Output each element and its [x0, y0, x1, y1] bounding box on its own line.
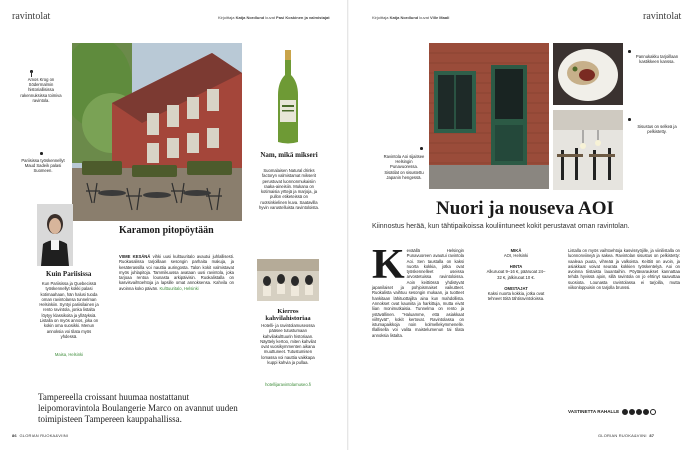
info-box [486, 248, 546, 301]
kuin-pariisissa-title: Kuin Pariisissa [46, 270, 92, 278]
info-label-hinta: HINTA [509, 264, 523, 270]
vintage-cafe-photo [257, 259, 319, 301]
article-col-3: Listalla on myös vaihtoehtoja kasvissyöjille, ja viinilistalla on luonnonviinejä ja sakea. Ravintolan sisustus on pelkistetty: vaaleaa puuta, vihreää ja valkoista. Keittiö on avoin, ja asiakkaat voivat seurata kokkien työskentelyä. Aoi on avoinna tiistaista lauantaihin. Pöytävaraukset kannattaa tehdä hyvissä ajoin, sillä ravintola on jo ehtinyt saavuttaa suosiota. Lounasta ravintolassa ei tarjoilla, mutta viikonloppuisin on tarjolla brunssi. [568, 248, 680, 291]
article-col-1-text: eväällä Helsingin Punavuoreen avautui ravintola Aoi. Sen taustalla on kaksi nuorta kokkia, jotka ovat työskennelleet useissa arvostetuissa ravintoloissa. Aoin keittiössä yhdistyvät japanilaiset ja pohjoismaiset vaikutteet. Ruokalista vaihtuu sesongin mukaan, ja tuotteet hankitaan lähituottajilta aina kun mahdollista. Annokset ovat kauniita ja harkittuja, mutta eivät liian monimutkaisia. Tunnelma on rento ja ystävällinen. "Haluamme, että asiakkaat viihtyvät", kokit kertovat. Ravintolassa on istumapaikkoja noin kolmellekymmenelle. Illallisella voi valita maistelumenun tai tilata annoksia listalta. [372, 248, 464, 338]
gutter [347, 0, 349, 450]
kuin-pariisissa-text: Kun Pariisissa ja Quebecissä työskennellyt kokki palasi kotimaahaan, hän halusi tuoda oman ravintolansa tunnelman Helsinkiin. Syntyi pariisilainen ja rento ravintola, jonka listalta löytyy klassikoita ja yllätyksiä. Listalla on myös annos, joka on kokin oma suosikki. Menun annoksia voi tilata myös yhdessä. [39, 281, 99, 339]
karamon-title: Karamon pitopöytään [119, 225, 214, 236]
caption-sisustus: Sisustus on selkeä ja pelkistetty. [637, 124, 677, 135]
restaurant-exterior-photo [72, 43, 242, 221]
info-label-omistajat: OMISTAJAT [504, 285, 528, 291]
dish-photo [553, 43, 623, 105]
right-credit: Kirjoittaja Katja Nordlund kuvat Ville Maali [372, 15, 450, 20]
rating-dot-filled [643, 409, 649, 415]
pointer-dot [628, 50, 631, 53]
headline: Nuori ja nouseva AOI [436, 198, 614, 219]
nam-title: Nam, mikä mikseri [260, 151, 318, 159]
rating-row [568, 409, 656, 415]
info-text-mika: AOI, Helsinki [503, 253, 529, 258]
pointer-dot [628, 118, 631, 121]
kierros-text: Hotelli- ja ravintolamuseossa pääsee tutustumaan kahvilakulttuurin historiaan. Näyttely kertoo, miten kahvilat ovat vuosikymmenten aikana muuttuneet. Tutustumisen lomassa voi nauttia vaikkapa kuppi kahvia ja pullaa. [260, 323, 316, 366]
caption-pannukakku: Pannukakku tarjoillaan kastikkeen kanssa. [635, 54, 679, 65]
pointer-dot [40, 152, 43, 155]
info-text-hinta: Alkuruoat 9–16 €, pääruoat 24–32 €, jälkiruoat 10 €. [486, 269, 546, 280]
pointer-dot [420, 147, 423, 150]
info-text-omistajat: Kaksi nuorta kokkia, jotka ovat tehneet töitä tähtiravintoloissa. [487, 290, 545, 302]
nam-text: Suomalaisen Natural drinks factoryn valmistamat mikserit perustuvat luonnonmukaisiin raaka-aineisiin. Mukana on kotimaisia yrttejä ja marjoja, ja pullon etiketeissä on ruotsinkielinen kuva. Saatavilla hyvin varustelluista ravintoloista. [258, 168, 320, 211]
caption-amos-krog: Amos Krog on Södermalmin historiallisissa rakennuksissa toimiva ravintola. [20, 77, 62, 103]
kierros-title: Kierros kahvilahistoriaa [265, 308, 311, 322]
kierros-link[interactable]: hotellijaravintolamuseo.fi [265, 382, 311, 387]
pointer-line [31, 71, 32, 77]
right-section-tag: ravintolat [643, 11, 682, 22]
left-section-tag: ravintolat [12, 11, 51, 22]
article-col-1 [372, 242, 464, 338]
rating-dot-empty [650, 409, 656, 415]
caption-pariisissa: Pariisissa työskennellyt Maud Sadeik palasi Suomeen. [21, 158, 65, 174]
rating-label: VASTINETTA RAHALLE [568, 409, 620, 415]
pull-quote: Tampereella croissant huumaa nostattanut leipomoravintola Boulangerie Marco on avannut uuden toimipisteen Tampereen kauppahallissa. [38, 392, 238, 424]
rating-dots [621, 409, 656, 414]
left-credit: Kirjoittaja Katja Nordlund kuvat Pasi Koskinen ja valmistajat [218, 15, 330, 20]
kuin-pariisissa-link[interactable]: Maisa, Helsinki [54, 352, 84, 357]
rating-dot-filled [636, 409, 642, 415]
caption-ravintola-aoi: Ravintola Aoi sijaitsee Helsingin Punavuoressa. Sisätilat on sisustettu Japanin hengessä. [383, 154, 425, 180]
subhead: Kiinnostus herää, kun tähtipaikoissa kouliintuneet kokit perustavat oman ravintolan. [372, 223, 630, 230]
dropcap: K [372, 242, 405, 288]
chef-portrait-photo [37, 204, 73, 266]
karamon-text: VIIME KESÄNÄ vihki uusi kulttuuritalo avautui juhlallisesti. Ruokasalissa tarjoillaan sesongin parhaita makuja, ja kesäterassilla voi nauttia auringosta. Talon kokit valmistavat myös juhlapitoja. Tammikuussa avataan uusi ravintola, joka tarjoaa rentoa lounasta arkipäivisin. Ruokalistalla on kasvisvaihtoehtoja ja lapsille omat annoksensa. Kahvila on avoinna koko päivän. Kulttuuritalo, Helsinki [119, 254, 235, 291]
left-footer: 86 GLORIAN RUOKA&VIINI [12, 433, 69, 438]
right-footer: GLORIAN RUOKA&VIINI 87 [598, 433, 655, 438]
rating-dot-filled [622, 409, 628, 415]
mixer-bottle-photo [275, 50, 301, 145]
info-label-mika: MIKÄ [510, 248, 522, 253]
rating-dot-filled [629, 409, 635, 415]
aoi-facade-photo [429, 43, 549, 189]
interior-photo [553, 110, 623, 190]
